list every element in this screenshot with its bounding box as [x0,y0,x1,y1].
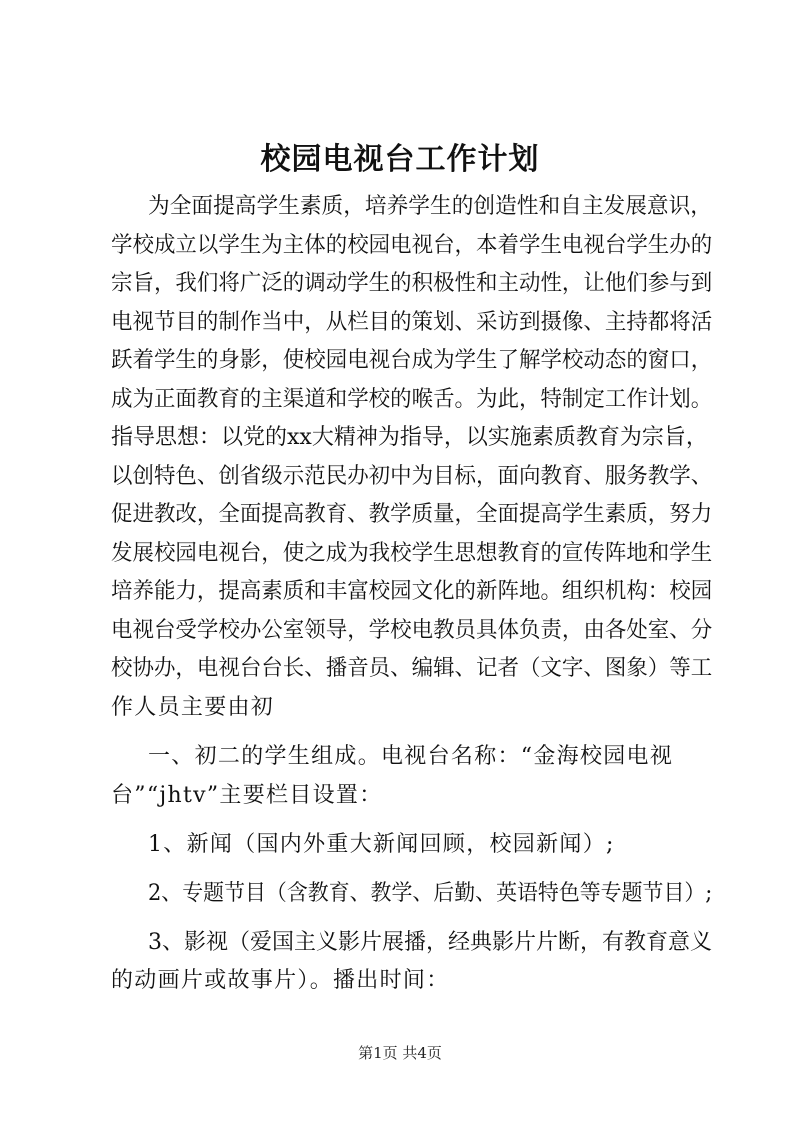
page-number-footer: 第1页 共4页 [358,1044,442,1062]
paragraph-line: 促进教改，全面提高教育、教学质量，全面提高学生素质，努力 [111,502,713,527]
paragraph-line: 电视节目的制作当中，从栏目的策划、采访到摄像、主持都将活 [111,310,713,335]
paragraph-line: 的动画片或故事片）。播出时间： [111,968,450,993]
paragraph-line: 为全面提高学生素质，培养学生的创造性和自主发展意识， [148,194,713,219]
paragraph-line: 以创特色、创省级示范民办初中为目标，面向教育、服务教学、 [111,464,713,489]
list-item: 3、影视（爱国主义影片展播，经典影片片断，有教育意义 [148,930,712,955]
paragraph-line: 指导思想：以党的xx大精神为指导，以实施素质教育为宗旨， [111,425,708,450]
paragraph-line: 培养能力，提高素质和丰富校园文化的新阵地。组织机构：校园 [111,579,713,604]
paragraph-line: 一、初二的学生组成。电视台名称：“金海校园电视 [148,744,674,769]
paragraph-line: 作人员主要由初 [111,695,275,720]
paragraph-line: 学校成立以学生为主体的校园电视台，本着学生电视台学生办的 [111,233,713,258]
paragraph-line: 成为正面教育的主渠道和学校的喉舌。为此，特制定工作计划。 [111,387,713,412]
paragraph-line: 校协办，电视台台长、播音员、编辑、记者（文字、图象）等工 [111,656,713,681]
list-item: 1、新闻（国内外重大新闻回顾，校园新闻）; [148,832,615,857]
paragraph-line: 电视台受学校办公室领导，学校电教员具体负责，由各处室、分 [111,618,713,643]
paragraph-line: 跃着学生的身影，使校园电视台成为学生了解学校动态的窗口， [111,348,713,373]
paragraph-line: 台”“jhtv”主要栏目设置： [111,783,383,808]
paragraph-line: 宗旨，我们将广泛的调动学生的积极性和主动性，让他们参与到 [111,271,713,296]
paragraph-line: 发展校园电视台，使之成为我校学生思想教育的宣传阵地和学生 [111,541,713,566]
document-title: 校园电视台工作计划 [260,142,540,177]
list-item: 2、专题节目（含教育、教学、后勤、英语特色等专题节目）; [148,881,713,906]
